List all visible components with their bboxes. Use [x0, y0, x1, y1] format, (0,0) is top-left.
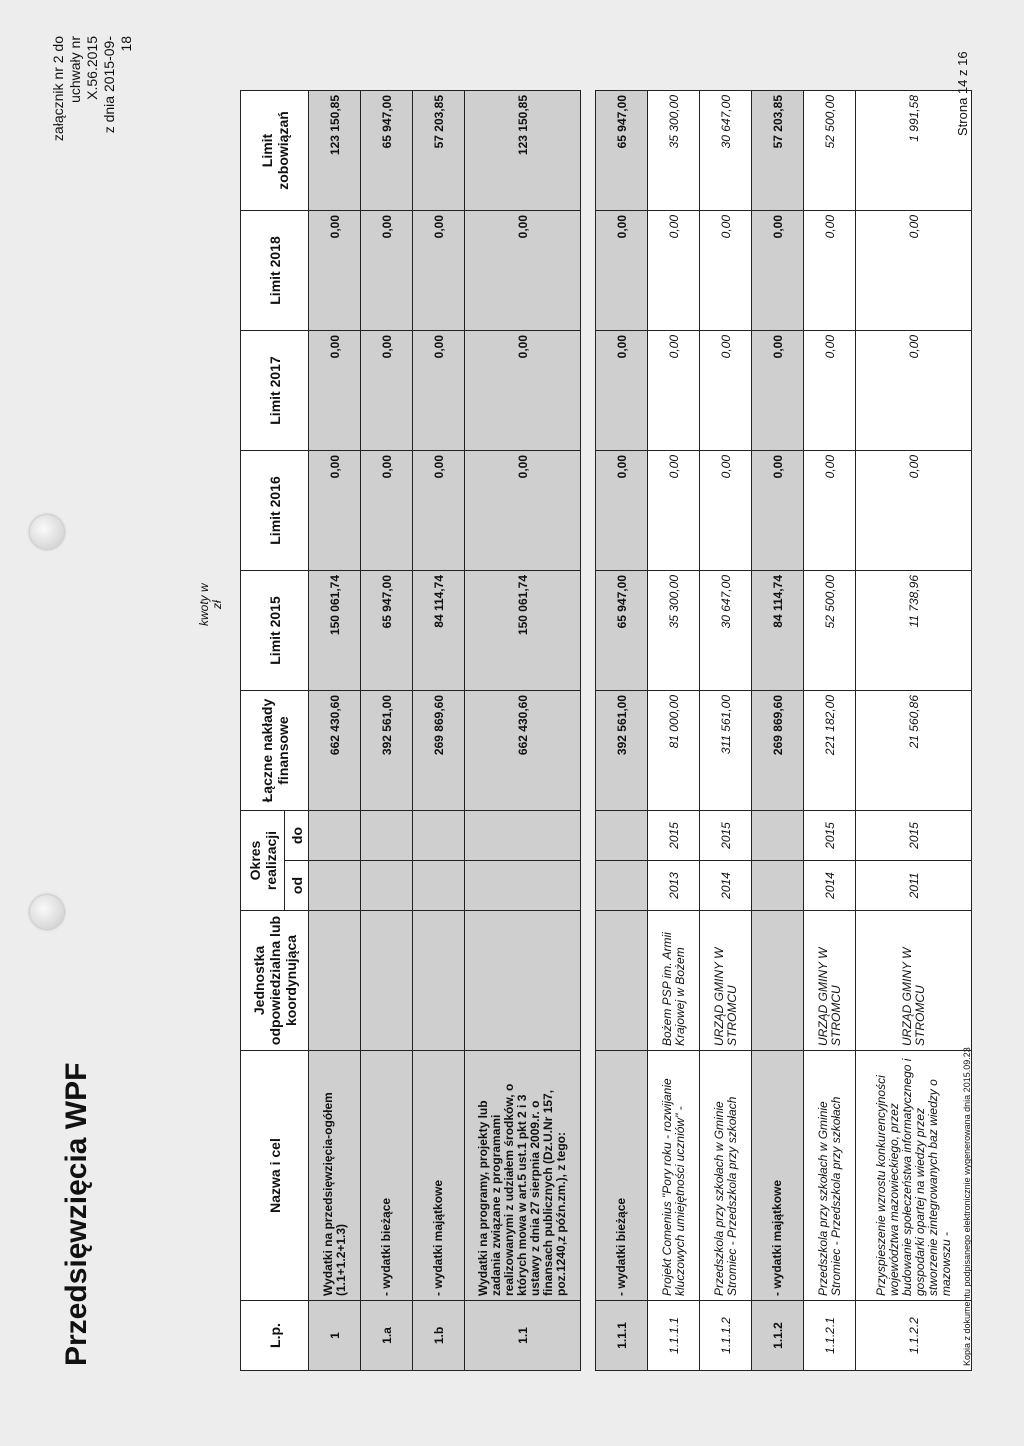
header-to: do	[285, 811, 309, 861]
cell-l2017: 0,00	[752, 331, 804, 451]
cell-commit: 30 647,00	[700, 91, 752, 211]
cell-l2015: 84 114,74	[752, 571, 804, 691]
cell-l2016: 0,00	[309, 451, 361, 571]
cell-commit: 1 991,58	[856, 91, 972, 211]
cell-l2015: 35 300,00	[648, 571, 700, 691]
cell-unit	[465, 911, 581, 1051]
cell-l2018: 0,00	[700, 211, 752, 331]
cell-od	[309, 861, 361, 911]
unit-note-line-1: kwoty w	[197, 583, 211, 626]
cell-l2018: 0,00	[361, 211, 413, 331]
cell-commit: 123 150,85	[465, 91, 581, 211]
cell-od: 2014	[804, 861, 856, 911]
cell-l2017: 0,00	[596, 331, 648, 451]
cell-l2015: 84 114,74	[413, 571, 465, 691]
cell-l2017: 0,00	[648, 331, 700, 451]
cell-unit	[309, 911, 361, 1051]
cell-commit: 57 203,85	[413, 91, 465, 211]
cell-unit	[413, 911, 465, 1051]
header-lp: L.p.	[241, 1301, 309, 1371]
table-row	[465, 91, 581, 1371]
header-limit-2017: Limit 2017	[241, 331, 309, 451]
cell-lp: 1.1.1.2	[700, 1301, 752, 1371]
cell-total: 392 561,00	[596, 691, 648, 811]
wpf-table	[240, 90, 972, 1371]
cell-od	[596, 861, 648, 911]
unit-note	[198, 583, 224, 626]
cell-name: Przedszkola przy szkołach w Gminie Stromiec - Przedszkola przy szkołach	[804, 1051, 856, 1301]
cell-od	[465, 861, 581, 911]
header-line-3: z dnia 2015-09-18	[101, 36, 134, 134]
cell-l2016: 0,00	[752, 451, 804, 571]
cell-unit	[596, 911, 648, 1051]
header-period: Okres realizacji	[241, 811, 285, 911]
cell-total: 81 000,00	[648, 691, 700, 811]
cell-l2015: 65 947,00	[361, 571, 413, 691]
cell-total: 662 430,60	[465, 691, 581, 811]
cell-name: Wydatki na przedsięwzięcia-ogółem (1.1+1.2+1.3)	[309, 1051, 361, 1301]
cell-lp: 1.1	[465, 1301, 581, 1371]
unit-note-line-2: zł	[210, 600, 224, 609]
cell-name: Wydatki na programy, projekty lub zadania związane z programami realizowanymi z udziałem środków, o których mowa w art.5 ust.1 pkt 2 i 3 ustawy z dnia 27 sierpnia 2009.r. o finansach publicznych (Dz.U.Nr 157, poz.1240,z późn.zm.), z tego:	[465, 1051, 581, 1301]
cell-l2016: 0,00	[465, 451, 581, 571]
header-total: Łączne nakłady finansowe	[241, 691, 309, 811]
cell-l2016: 0,00	[361, 451, 413, 571]
header-line-1: załącznik nr 2 do	[50, 36, 66, 142]
cell-name: - wydatki majątkowe	[752, 1051, 804, 1301]
header-limit-2018: Limit 2018	[241, 211, 309, 331]
cell-do	[309, 811, 361, 861]
cell-name: Przyspieszenie wzrostu konkurencyjności województwa mazowieckiego, przez budowanie społeczeństwa informatycznego i gospodarki opartej na wiedzy przez stworzenie zintegrowanych baz wiedzy o mazowszu -	[856, 1051, 972, 1301]
header-from: od	[285, 861, 309, 911]
table-row	[804, 91, 856, 1371]
table-row	[413, 91, 465, 1371]
cell-unit	[361, 911, 413, 1051]
page-number: Strona 14 z 16	[955, 51, 970, 136]
cell-l2017: 0,00	[465, 331, 581, 451]
cell-name: - wydatki bieżące	[361, 1051, 413, 1301]
cell-lp: 1.1.1.1	[648, 1301, 700, 1371]
cell-lp: 1.b	[413, 1301, 465, 1371]
header-row	[241, 91, 285, 1371]
cell-commit: 65 947,00	[596, 91, 648, 211]
table-row	[361, 91, 413, 1371]
footer-copy-note: Kopia z dokumentu podpisanego elektronicznie wygenerowana dnia 2015.09.23	[962, 1047, 972, 1366]
cell-l2015: 65 947,00	[596, 571, 648, 691]
cell-name: Projekt Comenius "Pory roku - rozwijanie kluczowych umiejętności uczniów" -	[648, 1051, 700, 1301]
cell-lp: 1.1.2.2	[856, 1301, 972, 1371]
cell-commit: 123 150,85	[309, 91, 361, 211]
cell-name: Przedszkola przy szkołach w Gminie Stromiec - Przedszkola przy szkołach	[700, 1051, 752, 1301]
cell-commit: 65 947,00	[361, 91, 413, 211]
cell-l2015: 52 500,00	[804, 571, 856, 691]
cell-total: 311 561,00	[700, 691, 752, 811]
cell-do	[752, 811, 804, 861]
cell-l2018: 0,00	[596, 211, 648, 331]
header-commitment-limit: Limit zobowiązań	[241, 91, 309, 211]
gap-cell	[581, 91, 596, 1371]
cell-l2018: 0,00	[648, 211, 700, 331]
cell-do: 2015	[700, 811, 752, 861]
header-limit-2015: Limit 2015	[241, 571, 309, 691]
cell-l2018: 0,00	[309, 211, 361, 331]
cell-do	[596, 811, 648, 861]
cell-l2017: 0,00	[700, 331, 752, 451]
cell-do: 2015	[856, 811, 972, 861]
cell-l2015: 150 061,74	[465, 571, 581, 691]
cell-l2016: 0,00	[700, 451, 752, 571]
cell-total: 269 869,60	[413, 691, 465, 811]
cell-od	[413, 861, 465, 911]
cell-l2017: 0,00	[413, 331, 465, 451]
cell-l2017: 0,00	[361, 331, 413, 451]
header-name: Nazwa i cel	[241, 1051, 309, 1301]
cell-commit: 57 203,85	[752, 91, 804, 211]
table-row	[309, 91, 361, 1371]
cell-commit: 52 500,00	[804, 91, 856, 211]
cell-name: - wydatki bieżące	[596, 1051, 648, 1301]
cell-l2016: 0,00	[648, 451, 700, 571]
cell-total: 269 869,60	[752, 691, 804, 811]
cell-lp: 1.1.1	[596, 1301, 648, 1371]
cell-l2016: 0,00	[804, 451, 856, 571]
cell-commit: 35 300,00	[648, 91, 700, 211]
cell-l2018: 0,00	[804, 211, 856, 331]
cell-od: 2013	[648, 861, 700, 911]
cell-unit: URZĄD GMINY W STROMCU	[856, 911, 972, 1051]
cell-l2017: 0,00	[309, 331, 361, 451]
cell-do	[361, 811, 413, 861]
cell-lp: 1.1.2.1	[804, 1301, 856, 1371]
table-row	[856, 91, 972, 1371]
cell-do	[413, 811, 465, 861]
table-row	[596, 91, 648, 1371]
cell-lp: 1.1.2	[752, 1301, 804, 1371]
cell-od: 2011	[856, 861, 972, 911]
table-row	[700, 91, 752, 1371]
header-line-2: uchwały nr X.56.2015	[67, 36, 100, 103]
attachment-header	[50, 36, 135, 146]
header-limit-2016: Limit 2016	[241, 451, 309, 571]
page-title: Przedsięwzięcia WPF	[60, 1062, 93, 1366]
cell-l2015: 11 738,96	[856, 571, 972, 691]
cell-l2018: 0,00	[413, 211, 465, 331]
cell-l2017: 0,00	[804, 331, 856, 451]
cell-lp: 1.a	[361, 1301, 413, 1371]
cell-total: 21 560,86	[856, 691, 972, 811]
cell-total: 221 182,00	[804, 691, 856, 811]
header-unit: Jednostka odpowiedzialna lub koordynująca	[241, 911, 309, 1051]
cell-od	[361, 861, 413, 911]
cell-do	[465, 811, 581, 861]
cell-unit: Bożem PSP im. Armii Krajowej w Bożem	[648, 911, 700, 1051]
cell-unit	[752, 911, 804, 1051]
cell-l2017: 0,00	[856, 331, 972, 451]
cell-unit: URZĄD GMINY W STROMCU	[700, 911, 752, 1051]
cell-total: 662 430,60	[309, 691, 361, 811]
cell-l2018: 0,00	[752, 211, 804, 331]
cell-l2018: 0,00	[465, 211, 581, 331]
cell-do: 2015	[648, 811, 700, 861]
cell-do: 2015	[804, 811, 856, 861]
cell-l2016: 0,00	[856, 451, 972, 571]
cell-l2016: 0,00	[413, 451, 465, 571]
table-row	[752, 91, 804, 1371]
table-gap	[581, 91, 596, 1371]
cell-l2018: 0,00	[856, 211, 972, 331]
cell-l2015: 30 647,00	[700, 571, 752, 691]
cell-name: - wydatki majątkowe	[413, 1051, 465, 1301]
cell-total: 392 561,00	[361, 691, 413, 811]
cell-l2015: 150 061,74	[309, 571, 361, 691]
cell-lp: 1	[309, 1301, 361, 1371]
cell-l2016: 0,00	[596, 451, 648, 571]
table-row	[648, 91, 700, 1371]
cell-unit: URZĄD GMINY W STROMCU	[804, 911, 856, 1051]
cell-od: 2014	[700, 861, 752, 911]
cell-od	[752, 861, 804, 911]
